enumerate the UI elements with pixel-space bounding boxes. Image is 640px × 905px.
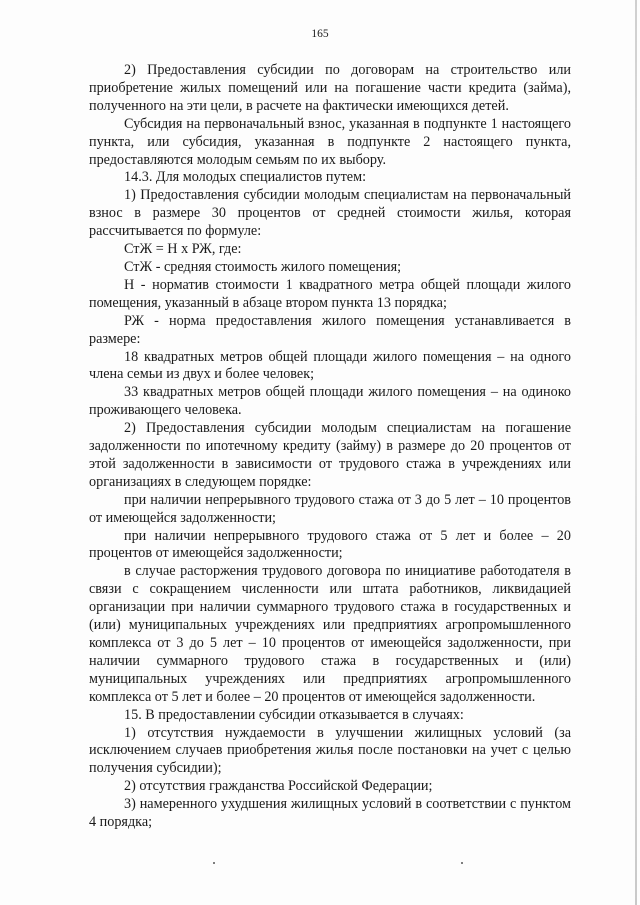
paragraph: 1) Предоставления субсидии молодым специалистам на первоначальный взнос в размере 30 процентов от средней стоимости жилья, которая рассчитывается по формуле: bbox=[89, 187, 571, 240]
paragraph: 2) Предоставления субсидии по договорам на строительство или приобретение жилых помещений или на погашение части кредита (займа), полученного на эти цели, в расчете на фактически имеющихся детей. bbox=[89, 62, 571, 114]
paragraph: 3) намеренного ухудшения жилищных условий в соответствии с пунктом 4 порядка; bbox=[89, 796, 571, 831]
paragraph: 33 квадратных метров общей площади жилого помещения – на одиноко проживающего человека. bbox=[89, 384, 571, 419]
paragraph: 15. В предоставлении субсидии отказывается в случаях: bbox=[124, 706, 464, 723]
scan-speck bbox=[461, 862, 463, 864]
scan-speck bbox=[213, 862, 215, 864]
paragraph: 2) отсутствия гражданства Российской Федерации; bbox=[124, 778, 433, 795]
paragraph: 2) Предоставления субсидии молодым специалистам на погашение задолженности по ипотечному кредиту (займу) в размере до 20 процентов от этой задолженности в зависимости от трудового стажа в учреждениях или организациях в следующем порядке: bbox=[89, 420, 571, 490]
paragraph: при наличии непрерывного трудового стажа от 5 лет и более – 20 процентов от имеющейся задолженности; bbox=[89, 527, 571, 562]
paragraph: РЖ - норма предоставления жилого помещения устанавливается в размере: bbox=[89, 312, 571, 347]
paragraph: 18 квадратных метров общей площади жилого помещения – на одного члена семьи из двух и более человек; bbox=[89, 348, 571, 383]
paragraph: при наличии непрерывного трудового стажа от 3 до 5 лет – 10 процентов от имеющейся задолженности; bbox=[89, 491, 571, 526]
paragraph: СтЖ - средняя стоимость жилого помещения; bbox=[124, 258, 402, 275]
page-number: 165 bbox=[311, 28, 329, 40]
paragraph: 1) отсутствия нуждаемости в улучшении жилищных условий (за исключением случаев приобретения жилья после постановки на учет с целью получения субсидии); bbox=[89, 724, 571, 777]
paragraph: в случае расторжения трудового договора по инициативе работодателя в связи с сокращением численности или штата работников, ликвидацией организации при наличии суммарного трудового стажа в государственных и (или) муниципальных учреждениях или предприятиях агропромышленного комплекса от 3 до 5 лет – 10 процентов от имеющейся задолженности, при наличии суммарного трудового стажа в государственных и (или) муниципальных учреждениях или предприятиях агропромышленного комплекса от 5 лет и более – 20 процентов от имеющейся задолженности. bbox=[89, 563, 571, 705]
paragraph: Н - норматив стоимости 1 квадратного метра общей площади жилого помещения, указанный в абзаце втором пункта 13 порядка; bbox=[89, 276, 571, 311]
formula: СтЖ = Н х РЖ, где: bbox=[124, 241, 242, 258]
document-body bbox=[89, 62, 571, 832]
paragraph: 14.3. Для молодых специалистов путем: bbox=[124, 169, 367, 186]
scan-edge-shadow bbox=[635, 0, 637, 905]
paragraph: Субсидия на первоначальный взнос, указанная в подпункте 1 настоящего пункта, или субсидия, указанная в подпункте 2 настоящего пункта, предоставляются молодым семьям по их выбору. bbox=[89, 115, 571, 168]
